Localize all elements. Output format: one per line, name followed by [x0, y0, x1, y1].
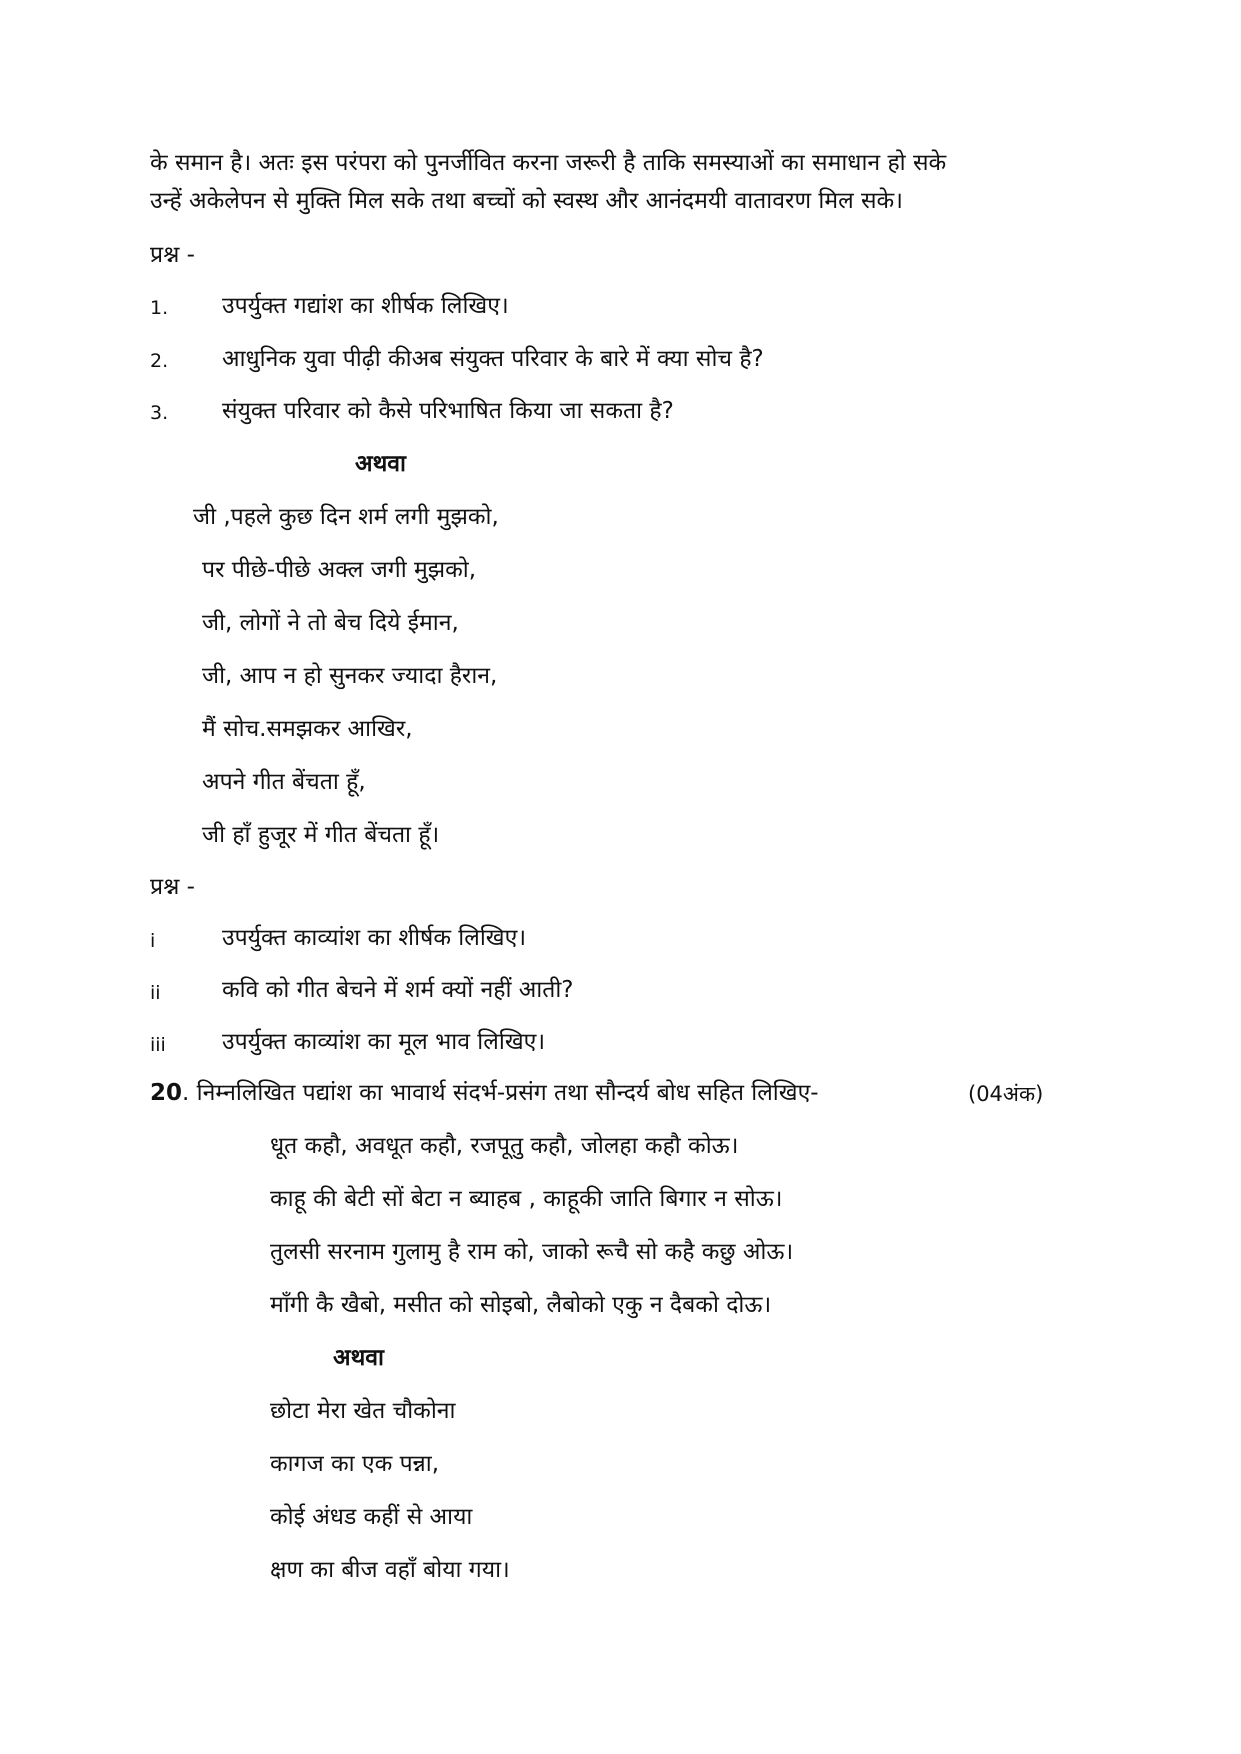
- athva-heading-1: अथवा: [355, 451, 407, 477]
- question-20-number: 20: [150, 1080, 183, 1106]
- poem-line: पर पीछे-पीछे अक्ल जगी मुझको,: [202, 557, 477, 583]
- poem-line: मैं सोच.समझकर आखिर,: [202, 716, 413, 742]
- poem-line: धूत कहौ, अवधूत कहौ, रजपूतु कहौ, जोलहा कहौ कोऊ।: [270, 1133, 739, 1159]
- question-20-text: [150, 1078, 819, 1108]
- prashn-label-2: प्रश्न -: [150, 874, 195, 900]
- question-number: i: [150, 930, 156, 952]
- poem-line: अपने गीत बेंचता हूँ,: [202, 769, 366, 795]
- question-number: ii: [150, 982, 161, 1004]
- question-text: कवि को गीत बेचने में शर्म क्यों नहीं आती?: [222, 977, 574, 1003]
- poem-line: क्षण का बीज वहाँ बोया गया।: [270, 1557, 510, 1583]
- athva-heading-2: अथवा: [333, 1345, 385, 1371]
- question-number: 2.: [150, 350, 169, 372]
- question-number: iii: [150, 1034, 166, 1056]
- marks-badge: (04अंक): [968, 1082, 1044, 1106]
- poem-line: जी, लोगों ने तो बेच दिये ईमान,: [202, 610, 459, 636]
- question-number: 3.: [150, 402, 169, 424]
- question-text: आधुनिक युवा पीढ़ी कीअब संयुक्त परिवार के बारे में क्या सोच है?: [222, 346, 764, 372]
- intro-line-2: उन्हें अकेलेपन से मुक्ति मिल सके तथा बच्चों को स्वस्थ और आनंदमयी वातावरण मिल सके।: [150, 188, 903, 214]
- poem-line: जी हाँ हुजूर में गीत बेंचता हूँ।: [202, 822, 440, 848]
- poem-line: काहू की बेटी सों बेटा न ब्याहब , काहूकी जाति बिगार न सोऊ।: [270, 1186, 783, 1212]
- prashn-label-1: प्रश्न -: [150, 242, 195, 268]
- question-text: उपर्युक्त काव्यांश का शीर्षक लिखिए।: [222, 925, 527, 951]
- question-text: उपर्युक्त गद्यांश का शीर्षक लिखिए।: [222, 293, 509, 319]
- poem-line: जी, आप न हो सुनकर ज्यादा हैरान,: [202, 663, 498, 689]
- poem-line: कागज का एक पन्ना,: [270, 1451, 440, 1477]
- poem-line: कोई अंधड कहीं से आया: [270, 1504, 473, 1530]
- poem-line: तुलसी सरनाम गुलामु है राम को, जाको रूचै सो कहै कछु ओऊ।: [270, 1239, 794, 1265]
- intro-line-1: के समान है। अतः इस परंपरा को पुनर्जीवित करना जरूरी है ताकि समस्याओं का समाधान हो सके: [150, 150, 947, 176]
- poem-line: छोटा मेरा खेत चौकोना: [270, 1398, 456, 1424]
- question-20-instruction: . निम्नलिखित पद्यांश का भावार्थ संदर्भ-प्रसंग तथा सौन्दर्य बोध सहित लिखिए-: [182, 1080, 819, 1106]
- question-text: उपर्युक्त काव्यांश का मूल भाव लिखिए।: [222, 1029, 546, 1055]
- poem-line: माँगी कै खैबो, मसीत को सोइबो, लैबोको एकु न दैबको दोऊ।: [270, 1292, 772, 1318]
- question-text: संयुक्त परिवार को कैसे परिभाषित किया जा सकता है?: [222, 398, 674, 424]
- question-number: 1.: [150, 297, 169, 319]
- poem-line: जी ,पहले कुछ दिन शर्म लगी मुझको,: [193, 504, 499, 530]
